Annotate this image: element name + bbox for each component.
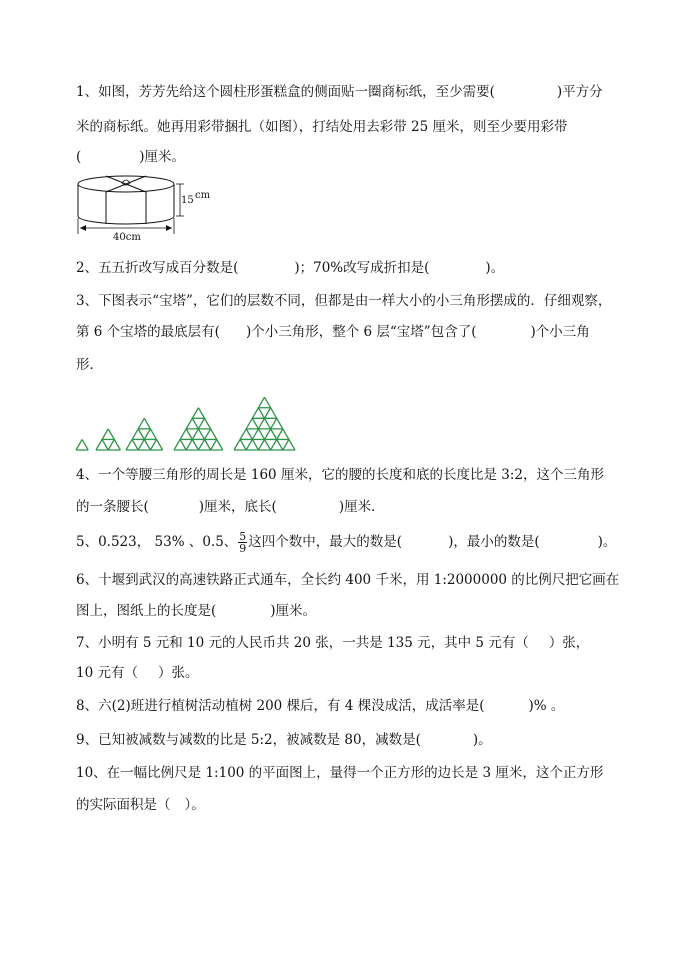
q2-line <box>76 258 504 278</box>
q6-text-b: )厘米。 <box>270 603 317 619</box>
pagoda-triangles-figure <box>74 378 320 452</box>
q7-line2 <box>76 663 198 683</box>
q8-text-b: )% 。 <box>528 698 565 714</box>
q3-line1: 3、下图表示“宝塔”，它们的层数不同，但都是由一样大小的小三角形摆成的．仔细观察， <box>76 293 612 309</box>
q5-text-a: 5、0.523， 53% 、0.5、 <box>76 534 238 550</box>
q1-text-c: ( <box>76 149 82 165</box>
q2-text-c: )。 <box>485 260 505 276</box>
q4-text-c: )厘米． <box>338 499 385 515</box>
q1-text-a: 1、如图，芳芳先给这个圆柱形蛋糕盒的侧面贴一圈商标纸，至少需要( <box>76 84 495 100</box>
height-unit: cm <box>195 190 211 201</box>
height-label: 15 <box>181 195 194 206</box>
q8-text-a: 8、六(2)班进行植树活动植树 200 棵后，有 4 棵没成活，成活率是( <box>76 698 485 714</box>
q9-text-a: 9、已知被减数与减数的比是 5:2，被减数是 80，减数是( <box>76 732 421 748</box>
q3-text-c: )个小三角 <box>530 324 590 340</box>
pagoda-3 <box>126 418 163 450</box>
q6-line1: 6、十堰到武汉的高速铁路正式通车，全长约 400 千米，用 1:2000000 的比例尺把它画在 <box>76 572 620 588</box>
q3-line3: 形． <box>76 357 103 373</box>
q2-text-a: 2、五五折改写成百分数是( <box>76 260 239 276</box>
q7-line1 <box>76 633 589 653</box>
q7-text-c: 10 元有（ <box>76 665 138 681</box>
q10-text-a: 的实际面积是（ <box>76 797 171 813</box>
q8-line <box>76 696 564 716</box>
pagoda-1 <box>76 439 88 450</box>
q1-line2: 米的商标纸。她再用彩带捆扎（如图），打结处用去彩带 25 厘米，则至少要用彩带 <box>76 119 568 135</box>
q9-line <box>76 730 492 750</box>
q10-text-b: ）。 <box>184 797 205 813</box>
q7-text-a: 7、小明有 5 元和 10 元的人民币共 20 张，一共是 135 元，其中 5 元有（ <box>76 635 529 651</box>
q4-text-b: )厘米，底长( <box>198 499 277 515</box>
cylinder-figure <box>70 168 250 244</box>
q10-line1: 10、在一幅比例尺是 1:100 的平面图上，量得一个正方形的边长是 3 厘米，这个正方形 <box>76 765 604 781</box>
q5-text-b: 这四个数中，最大的数是( <box>248 534 403 550</box>
diameter-label: 40cm <box>113 232 141 243</box>
pagoda-4 <box>174 408 223 450</box>
pagoda-5 <box>234 397 295 450</box>
pagoda-2 <box>96 429 120 450</box>
q4-line1: 4、一个等腰三角形的周长是 160 厘米，它的腰的长度和底的长度比是 3:2，这个三角形 <box>76 467 604 483</box>
q9-text-b: )。 <box>472 732 492 748</box>
fraction-five-ninths <box>238 531 247 554</box>
q1-text-d: )厘米。 <box>139 149 186 165</box>
fraction-denominator: 9 <box>239 542 247 555</box>
q7-text-d: ）张。 <box>157 665 199 681</box>
q5-line <box>76 531 616 554</box>
q1-line3 <box>76 147 185 167</box>
fraction-numerator: 5 <box>239 530 247 543</box>
q6-line2 <box>76 601 316 621</box>
q6-text-a: 图上，图纸上的长度是( <box>76 603 217 619</box>
q1-text-b: )平方分 <box>556 84 603 100</box>
q3-text-a: 第 6 个宝塔的最底层有( <box>76 324 220 340</box>
q10-line2 <box>76 795 205 815</box>
q2-text-b: )；70%改写成折扣是( <box>294 260 430 276</box>
q5-text-c: )，最小的数是( <box>448 534 540 550</box>
q5-text-d: )。 <box>597 534 617 550</box>
q3-text-b: )个小三角形，整个 6 层“宝塔”包含了( <box>245 324 477 340</box>
q4-text-a: 的一条腰长( <box>76 499 149 515</box>
q7-text-b: ）张， <box>548 635 590 651</box>
q3-line2 <box>76 322 590 342</box>
q4-line2 <box>76 497 385 517</box>
q1-line1 <box>76 82 603 102</box>
